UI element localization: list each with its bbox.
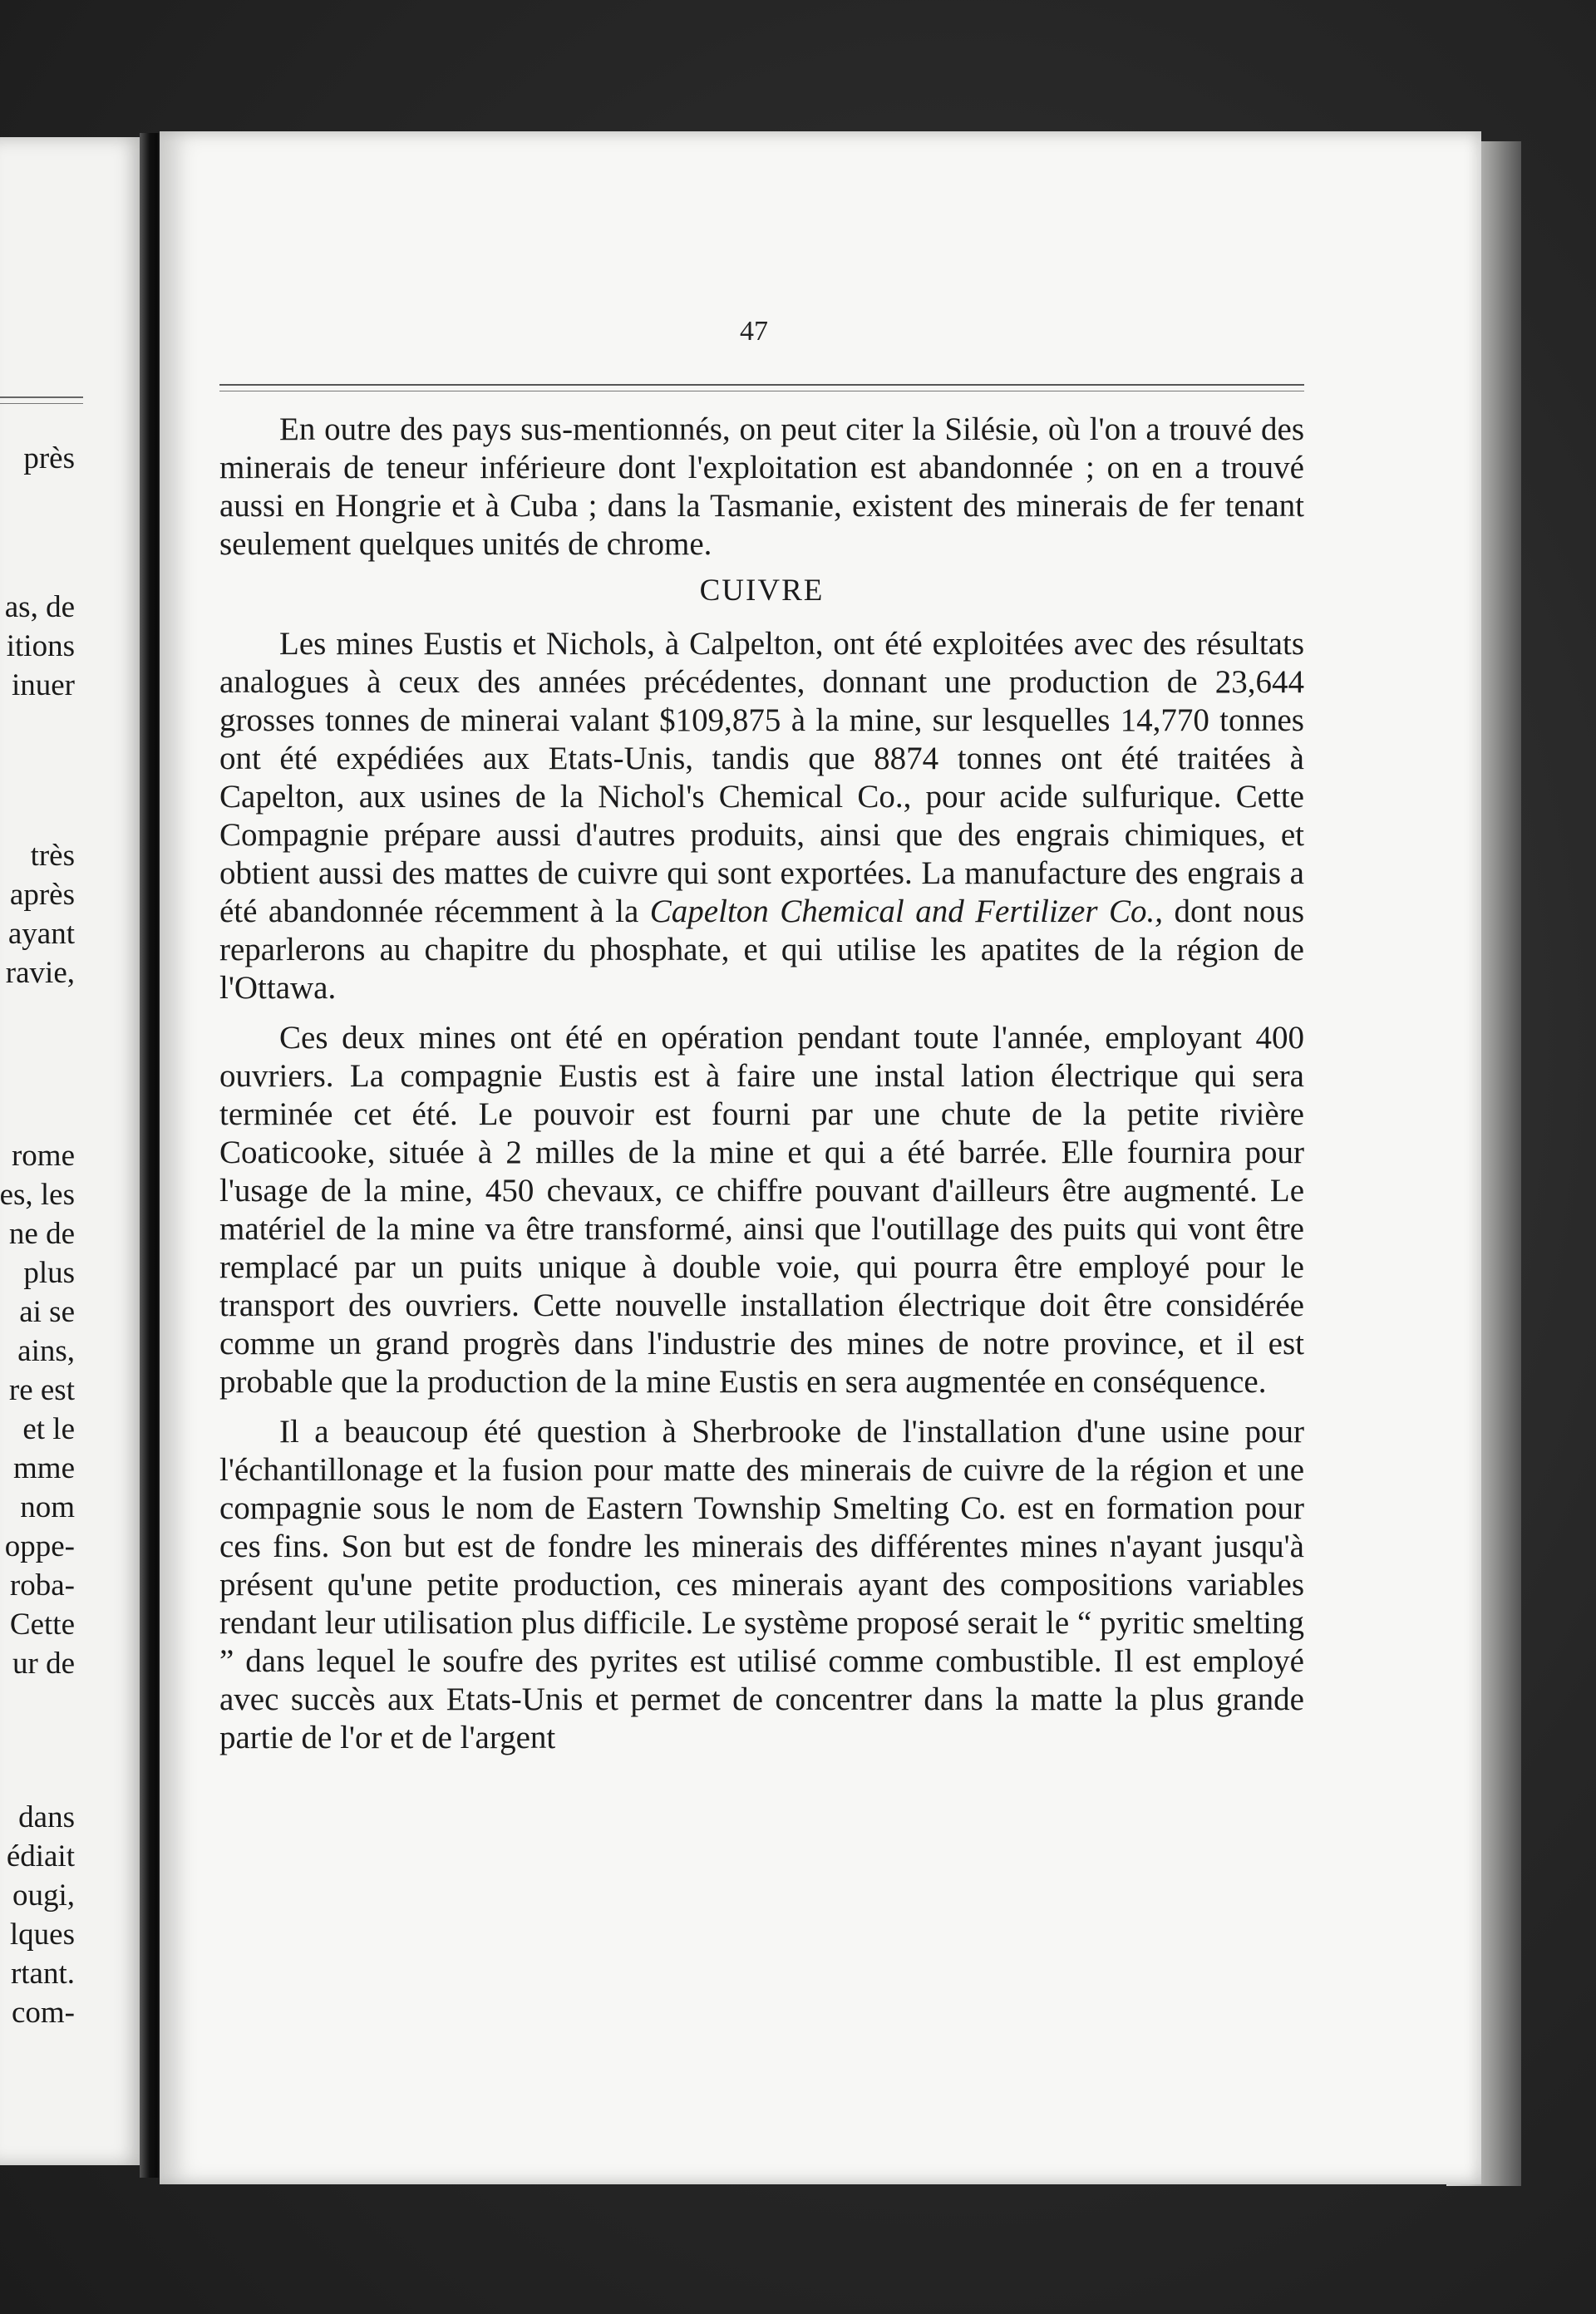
- previous-page-header-rule: [0, 396, 83, 398]
- previous-page-line: après: [9, 878, 75, 912]
- previous-page-line: édiait: [6, 1839, 75, 1873]
- previous-page-line: ai se: [19, 1295, 75, 1329]
- previous-page-line: oppe-: [4, 1529, 75, 1563]
- paragraph-chrome-other-countries: En outre des pays sus-mentionnés, on peut citer la Silésie, où l'on a trouvé des minerais de teneur inférieure dont l'exploitation est abandonnée ; on en a trouvé aussi en Hongrie et à Cuba ; dans la Tasmanie, existent des minerais de fer tenant seulement quelques unités de chrome.: [219, 411, 1304, 562]
- previous-page-line: inuer: [11, 668, 75, 702]
- book-page: [160, 131, 1481, 2184]
- previous-page-line: mme: [13, 1451, 75, 1485]
- previous-page-line: roba-: [9, 1568, 75, 1603]
- previous-page-line: ains,: [17, 1334, 75, 1368]
- previous-page-line: ur de: [12, 1647, 75, 1681]
- previous-page-line: dans: [18, 1800, 75, 1834]
- previous-page-header-rule-thin: [0, 403, 83, 404]
- previous-page-line: très: [30, 839, 75, 873]
- paragraph-eustis-nichols: [219, 625, 1304, 1007]
- previous-page-line: rtant.: [10, 1957, 75, 1991]
- previous-page-line: Cette: [9, 1607, 75, 1642]
- previous-page-line: re est: [8, 1373, 75, 1407]
- previous-page-line: es, les: [0, 1178, 75, 1212]
- previous-page-line: ougi,: [12, 1878, 75, 1913]
- paragraph-text: dont nous reparlerons au chapitre du phosphate, et qui utilise les apatites de la région de l'Ottawa.: [219, 894, 1304, 1006]
- paragraph-mines-operation: Ces deux mines ont été en opération pendant toute l'année, employant 400 ouvriers. La compagnie Eustis est à faire une instal lation électrique qui sera terminée cet été. Le pouvoir est fourni par une chute de la petite rivière Coaticooke, située à 2 milles de la mine et qui a été barrée. Elle fournira pour l'usage de la mine, 450 chevaux, ce chiffre pouvant d'ailleurs être augmenté. Le matériel de la mine va être transformé, ainsi que l'outillage des puits qui vont être remplacé par un puits unique à double voie, qui pourra être employé pour le transport des ouvriers. Cette nouvelle installation électrique doit être considérée comme un grand progrès dans l'industrie des mines de notre province, et il est probable que la production de la mine Eustis en sera augmentée en conséquence.: [219, 1020, 1304, 1400]
- page-number: 47: [740, 316, 768, 347]
- previous-page-line: plus: [23, 1256, 75, 1290]
- previous-page-line: ravie,: [5, 956, 75, 990]
- previous-page-line: lques: [9, 1918, 75, 1952]
- previous-page-line: as, de: [4, 590, 75, 624]
- previous-page-line: ne de: [8, 1217, 75, 1251]
- previous-page-line: et le: [22, 1412, 75, 1446]
- paragraph-sherbrooke-smelter: Il a beaucoup été question à Sherbrooke de l'installation d'une usine pour l'échantillonage et la fusion pour matte des minerais de cuivre de la région et une compagnie sous le nom de Eastern Township Smelting Co. est en formation pour ces fins. Son but est de fondre les minerais des différentes mines n'ayant jusqu'à présent qu'une petite production, ces minerais ayant des compositions variables rendant leur utilisation plus difficile. Le système proposé serait le “ pyritic smelting ” dans lequel le soufre des pyrites est utilisé comme combustible. Il est employé avec succès aux Etats-Unis et permet de concentrer dans la matte la plus grande partie de l'or et de l'argent: [219, 1414, 1304, 1755]
- previous-page-line: com-: [11, 1996, 75, 2030]
- header-rule: [219, 384, 1304, 386]
- previous-page-line: rome: [11, 1139, 75, 1173]
- previous-page-line: ayant: [7, 917, 75, 951]
- company-name-italic: Capelton Chemical and Fertilizer Co.,: [649, 894, 1164, 929]
- paragraph-text: Les mines Eustis et Nichols, à Calpelton, ont été exploitées avec des résultats analogues à ceux des années précédentes, donnant une production de 23,644 grosses tonnes de minerai valant $109,875 à la mine, sur lesquelles 14,770 tonnes ont été expédiées aux Etats-Unis, tandis que 8874 tonnes ont été traitées à Capelton, aux usines de la Nichol's Chemical Co., pour acide sulfurique. Cette Compagnie prépare aussi d'autres produits, ainsi que des engrais chimiques, et obtient aussi des mattes de cuivre qui sont exportées. La manufacture des engrais a été abandonnée récemment à la: [219, 626, 1304, 929]
- previous-page-line: itions: [6, 629, 75, 663]
- section-title-cuivre: CUIVRE: [699, 574, 825, 608]
- previous-page-line: près: [23, 441, 75, 475]
- previous-page-fragment: [0, 137, 148, 2165]
- previous-page-line: nom: [20, 1490, 75, 1524]
- page-body: [219, 411, 1304, 1757]
